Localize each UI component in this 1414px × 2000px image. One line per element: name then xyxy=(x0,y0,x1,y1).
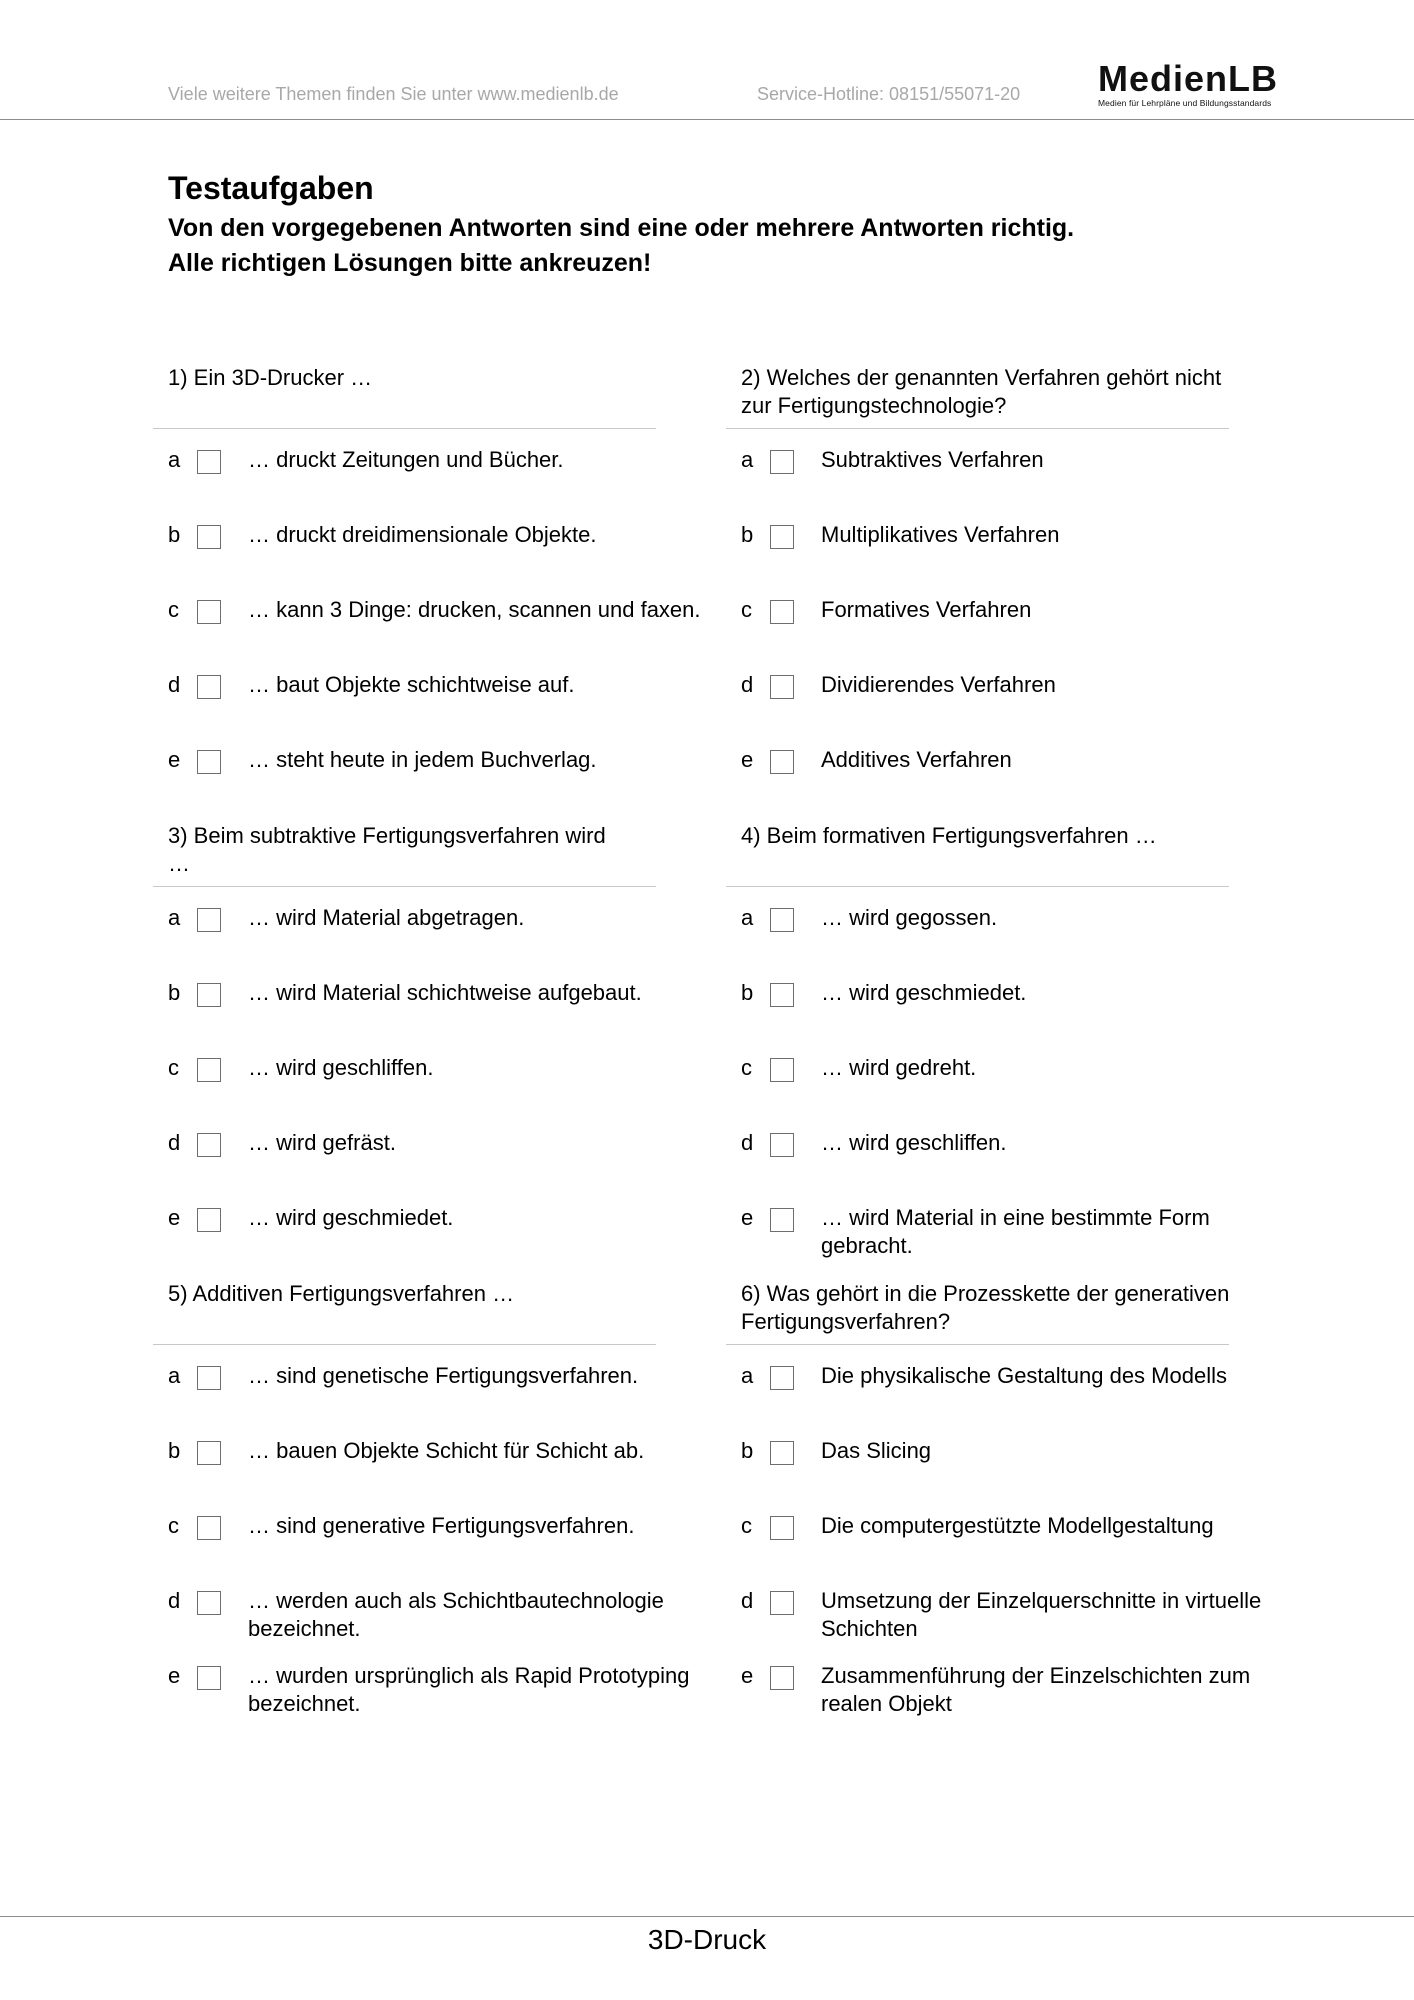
answer-option xyxy=(741,1129,1281,1189)
answer-letter: d xyxy=(168,672,181,697)
answer-text: … wird gegossen. xyxy=(821,905,998,930)
answer-text: … baut Objekte schichtweise auf. xyxy=(248,672,575,697)
answer-text: Formatives Verfahren xyxy=(821,597,1032,622)
answer-text: … wird Material schichtweise aufgebaut. xyxy=(248,980,642,1005)
answer-option xyxy=(741,1512,1281,1572)
answer-letter: d xyxy=(741,672,754,697)
question-text: 3) Beim subtraktive Fertigungsverfahren wird … xyxy=(168,823,606,876)
answer-text: … wird Material in eine bestimmte Form gebracht. xyxy=(821,1205,1210,1258)
answer-letter: d xyxy=(741,1130,754,1155)
question-divider xyxy=(153,886,656,887)
medienlb-logo xyxy=(1098,60,1294,108)
answer-text: … sind genetische Fertigungsverfahren. xyxy=(248,1363,639,1388)
answer-text: … wird geschliffen. xyxy=(821,1130,1007,1155)
answer-letter: c xyxy=(168,597,179,622)
answer-letter: c xyxy=(741,1055,752,1080)
answer-text: … druckt Zeitungen und Bücher. xyxy=(248,447,564,472)
footer-divider xyxy=(0,1916,1414,1917)
question-text: 4) Beim formativen Fertigungsverfahren … xyxy=(741,823,1157,848)
answer-letter: c xyxy=(741,1513,752,1538)
answer-letter: e xyxy=(168,1663,181,1688)
answer-checkbox[interactable] xyxy=(770,1441,794,1465)
answer-checkbox[interactable] xyxy=(197,1441,221,1465)
answer-letter: b xyxy=(741,1438,754,1463)
answer-text: … bauen Objekte Schicht für Schicht ab. xyxy=(248,1438,645,1463)
answer-checkbox[interactable] xyxy=(197,1516,221,1540)
answer-checkbox[interactable] xyxy=(197,1208,221,1232)
question-text: 6) Was gehört in die Prozesskette der generativen Fertigungsverfahren? xyxy=(741,1281,1230,1334)
answer-letter: c xyxy=(168,1513,179,1538)
answer-text: … wird Material abgetragen. xyxy=(248,905,525,930)
answer-checkbox[interactable] xyxy=(197,1366,221,1390)
answer-text: … druckt dreidimensionale Objekte. xyxy=(248,522,597,547)
question-divider xyxy=(153,428,656,429)
answer-option xyxy=(168,979,708,1039)
answer-option xyxy=(168,1129,708,1189)
answer-checkbox[interactable] xyxy=(770,675,794,699)
answer-option xyxy=(741,446,1281,506)
answer-text: … wird gedreht. xyxy=(821,1055,977,1080)
answer-checkbox[interactable] xyxy=(770,1058,794,1082)
header-divider xyxy=(0,119,1414,120)
answer-text: Das Slicing xyxy=(821,1438,932,1463)
question-divider xyxy=(726,428,1229,429)
answer-letter: d xyxy=(741,1588,754,1613)
answer-text: … steht heute in jedem Buchverlag. xyxy=(248,747,597,772)
answer-letter: b xyxy=(168,522,181,547)
answer-letter: a xyxy=(168,447,181,472)
answer-text: … werden auch als Schichtbautechnologie bezeichnet. xyxy=(248,1588,664,1641)
answer-checkbox[interactable] xyxy=(197,525,221,549)
answer-option xyxy=(168,521,708,581)
answer-checkbox[interactable] xyxy=(197,908,221,932)
answer-text: Zusammenführung der Einzelschichten zum realen Objekt xyxy=(821,1663,1251,1716)
answer-checkbox[interactable] xyxy=(770,1133,794,1157)
answer-text: Die physikalische Gestaltung des Modells xyxy=(821,1363,1227,1388)
question-text: 2) Welches der genannten Verfahren gehört nicht zur Fertigungstechnologie? xyxy=(741,365,1222,418)
answer-checkbox[interactable] xyxy=(770,1208,794,1232)
answer-option xyxy=(168,1054,708,1114)
instruction-line-2: Alle richtigen Lösungen bitte ankreuzen! xyxy=(168,249,652,277)
answer-letter: a xyxy=(741,905,754,930)
answer-checkbox[interactable] xyxy=(770,1666,794,1690)
answer-option xyxy=(168,671,708,731)
answer-letter: b xyxy=(741,980,754,1005)
answer-option xyxy=(741,979,1281,1039)
answer-option xyxy=(741,1362,1281,1422)
header-website-text: Viele weitere Themen finden Sie unter www.medienlb.de xyxy=(168,84,619,104)
answer-option xyxy=(168,1587,708,1647)
answer-text: … wird geschmiedet. xyxy=(821,980,1027,1005)
answer-letter: e xyxy=(741,1205,754,1230)
answer-checkbox[interactable] xyxy=(770,1516,794,1540)
answer-letter: a xyxy=(168,905,181,930)
answer-letter: a xyxy=(168,1363,181,1388)
answer-text: … sind generative Fertigungsverfahren. xyxy=(248,1513,635,1538)
answer-checkbox[interactable] xyxy=(197,600,221,624)
answer-letter: c xyxy=(741,597,752,622)
footer-title: 3D-Druck xyxy=(647,1924,767,1955)
answer-text: Dividierendes Verfahren xyxy=(821,672,1056,697)
answer-text: … wird gefräst. xyxy=(248,1130,396,1155)
answer-option xyxy=(741,1054,1281,1114)
answer-option xyxy=(741,1204,1281,1264)
answer-letter: d xyxy=(168,1588,181,1613)
answer-option xyxy=(168,904,708,964)
answer-letter: e xyxy=(168,747,181,772)
answer-text: Umsetzung der Einzelquerschnitte in virtuelle Schichten xyxy=(821,1588,1262,1641)
logo-tagline: Medien für Lehrpläne und Bildungsstandards xyxy=(1098,98,1272,108)
answer-checkbox[interactable] xyxy=(197,1133,221,1157)
answer-checkbox[interactable] xyxy=(770,1366,794,1390)
answer-option xyxy=(168,596,708,656)
answer-checkbox[interactable] xyxy=(197,1591,221,1615)
answer-option xyxy=(741,596,1281,656)
answer-text: Multiplikatives Verfahren xyxy=(821,522,1060,547)
answer-option xyxy=(168,746,708,806)
answer-option xyxy=(741,671,1281,731)
answer-text: Die computergestützte Modellgestaltung xyxy=(821,1513,1214,1538)
answer-option xyxy=(168,1204,708,1264)
question-divider xyxy=(726,1344,1229,1345)
answer-option xyxy=(168,1362,708,1422)
logo-wordmark: MedienLB xyxy=(1098,58,1279,99)
answer-checkbox[interactable] xyxy=(770,450,794,474)
answer-letter: a xyxy=(741,1363,754,1388)
answer-letter: e xyxy=(741,1663,754,1688)
instruction-line-1: Von den vorgegebenen Antworten sind eine oder mehrere Antworten richtig. xyxy=(168,214,1075,242)
question-text: 1) Ein 3D-Drucker … xyxy=(168,365,373,390)
answer-letter: a xyxy=(741,447,754,472)
answer-option xyxy=(741,1587,1281,1647)
answer-letter: b xyxy=(168,980,181,1005)
answer-letter: e xyxy=(168,1205,181,1230)
answer-text: … kann 3 Dinge: drucken, scannen und faxen. xyxy=(248,597,701,622)
answer-checkbox[interactable] xyxy=(770,750,794,774)
answer-checkbox[interactable] xyxy=(197,675,221,699)
answer-checkbox[interactable] xyxy=(770,983,794,1007)
answer-checkbox[interactable] xyxy=(770,1591,794,1615)
answer-text: Subtraktives Verfahren xyxy=(821,447,1044,472)
question-text: 5) Additiven Fertigungsverfahren … xyxy=(168,1281,515,1306)
answer-letter: b xyxy=(741,522,754,547)
answer-checkbox[interactable] xyxy=(770,908,794,932)
answer-option xyxy=(168,1512,708,1572)
answer-letter: c xyxy=(168,1055,179,1080)
answer-checkbox[interactable] xyxy=(197,983,221,1007)
answer-option xyxy=(168,446,708,506)
answer-option xyxy=(741,1662,1281,1722)
answer-text: … wird geschliffen. xyxy=(248,1055,434,1080)
answer-letter: d xyxy=(168,1130,181,1155)
answer-option xyxy=(168,1437,708,1497)
answer-option xyxy=(741,521,1281,581)
answer-checkbox[interactable] xyxy=(197,1666,221,1690)
answer-text: … wurden ursprünglich als Rapid Prototyping bezeichnet. xyxy=(248,1663,690,1716)
answer-text: Additives Verfahren xyxy=(821,747,1012,772)
answer-checkbox[interactable] xyxy=(770,525,794,549)
header-hotline-text: Service-Hotline: 08151/55071-20 xyxy=(757,84,1021,104)
question-divider xyxy=(153,1344,656,1345)
answer-option xyxy=(168,1662,708,1722)
answer-option xyxy=(741,904,1281,964)
answer-letter: e xyxy=(741,747,754,772)
answer-option xyxy=(741,1437,1281,1497)
answer-checkbox[interactable] xyxy=(770,600,794,624)
answer-checkbox[interactable] xyxy=(197,1058,221,1082)
answer-letter: b xyxy=(168,1438,181,1463)
answer-checkbox[interactable] xyxy=(197,450,221,474)
question-divider xyxy=(726,886,1229,887)
answer-checkbox[interactable] xyxy=(197,750,221,774)
answer-option xyxy=(741,746,1281,806)
answer-text: … wird geschmiedet. xyxy=(248,1205,454,1230)
page-title: Testaufgaben xyxy=(168,170,374,206)
